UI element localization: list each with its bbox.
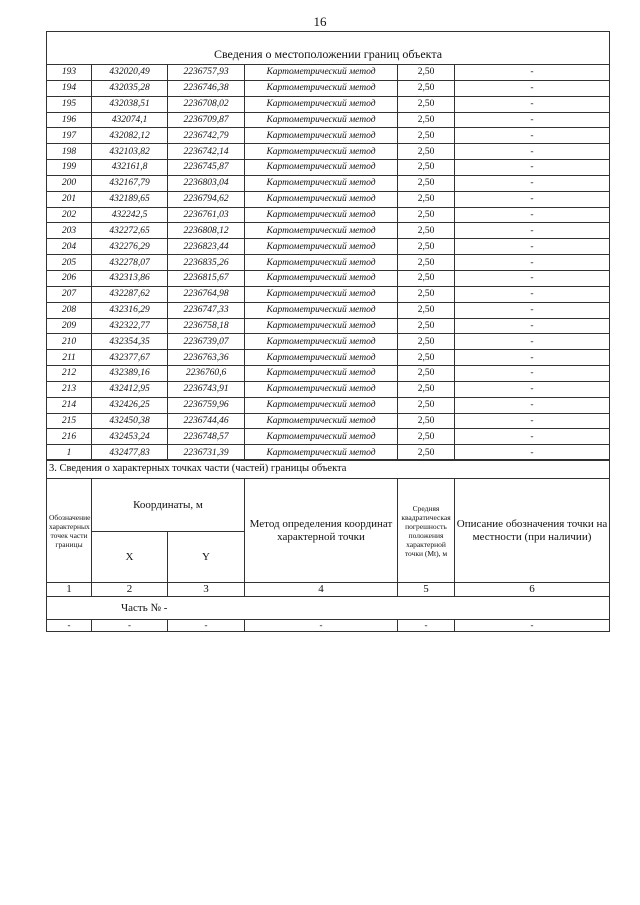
y-coordinate-cell: 2236808,12 <box>168 223 245 239</box>
table-row <box>47 397 610 413</box>
table-row <box>47 144 610 160</box>
x-coordinate-cell: 432103,82 <box>92 144 168 160</box>
accuracy-cell: 2,50 <box>398 318 455 334</box>
description-cell: - <box>455 96 610 112</box>
accuracy-cell: 2,50 <box>398 270 455 286</box>
method-cell: Картометрический метод <box>245 191 398 207</box>
y-coordinate-cell: 2236743,91 <box>168 381 245 397</box>
accuracy-cell: 2,50 <box>398 381 455 397</box>
accuracy-cell: 2,50 <box>398 65 455 81</box>
description-cell: - <box>455 318 610 334</box>
table-row <box>47 413 610 429</box>
description-cell: - <box>455 112 610 128</box>
method-cell: Картометрический метод <box>245 334 398 350</box>
x-coordinate-cell: 432450,38 <box>92 413 168 429</box>
header-coordinates: Координаты, м <box>92 479 245 532</box>
accuracy-cell: 2,50 <box>398 160 455 176</box>
accuracy-cell: 2,50 <box>398 302 455 318</box>
point-number-cell: 203 <box>47 223 92 239</box>
x-coordinate-cell: 432477,83 <box>92 445 168 461</box>
column-number: 6 <box>455 583 610 597</box>
method-cell: Картометрический метод <box>245 175 398 191</box>
x-coordinate-cell: 432313,86 <box>92 270 168 286</box>
point-number-cell: 199 <box>47 160 92 176</box>
description-cell: - <box>455 239 610 255</box>
x-coordinate-cell: 432242,5 <box>92 207 168 223</box>
method-cell: Картометрический метод <box>245 144 398 160</box>
y-coordinate-cell: 2236763,36 <box>168 350 245 366</box>
header-accuracy: Средняя квадратическая погрешность положения характерной точки (Mt), м <box>398 479 455 583</box>
point-number-cell: 215 <box>47 413 92 429</box>
method-cell: Картометрический метод <box>245 255 398 271</box>
y-coordinate-cell: 2236759,96 <box>168 397 245 413</box>
x-coordinate-cell: 432377,67 <box>92 350 168 366</box>
method-cell: Картометрический метод <box>245 112 398 128</box>
description-cell: - <box>455 255 610 271</box>
method-cell: Картометрический метод <box>245 270 398 286</box>
description-cell: - <box>455 381 610 397</box>
y-coordinate-cell: 2236746,38 <box>168 80 245 96</box>
y-coordinate-cell: 2236761,03 <box>168 207 245 223</box>
y-coordinate-cell: 2236823,44 <box>168 239 245 255</box>
accuracy-cell: 2,50 <box>398 429 455 445</box>
table-row <box>47 286 610 302</box>
description-cell: - <box>455 207 610 223</box>
accuracy-cell: 2,50 <box>398 128 455 144</box>
header-y: Y <box>168 532 245 583</box>
point-number-cell: 196 <box>47 112 92 128</box>
y-coordinate-cell: 2236757,93 <box>168 65 245 81</box>
point-number-cell: 202 <box>47 207 92 223</box>
accuracy-cell: 2,50 <box>398 286 455 302</box>
y-coordinate-cell: 2236835,26 <box>168 255 245 271</box>
description-cell: - <box>455 191 610 207</box>
y-coordinate-cell: 2236708,02 <box>168 96 245 112</box>
x-coordinate-cell: 432276,29 <box>92 239 168 255</box>
method-cell: Картометрический метод <box>245 318 398 334</box>
accuracy-cell: 2,50 <box>398 350 455 366</box>
y-coordinate-cell: 2236745,87 <box>168 160 245 176</box>
x-coordinate-cell: 432322,77 <box>92 318 168 334</box>
point-number-cell: 210 <box>47 334 92 350</box>
point-number-cell: 208 <box>47 302 92 318</box>
x-coordinate-cell: 432035,28 <box>92 80 168 96</box>
accuracy-cell: 2,50 <box>398 334 455 350</box>
x-coordinate-cell: 432453,24 <box>92 429 168 445</box>
table-row <box>47 80 610 96</box>
column-number: 3 <box>168 583 245 597</box>
point-number-cell: 209 <box>47 318 92 334</box>
column-number: 1 <box>47 583 92 597</box>
description-cell: - <box>455 128 610 144</box>
point-number-cell: 200 <box>47 175 92 191</box>
method-cell: Картометрический метод <box>245 445 398 461</box>
empty-cell: - <box>245 620 398 632</box>
part-label: Часть № - <box>47 597 610 620</box>
y-coordinate-cell: 2236803,04 <box>168 175 245 191</box>
x-coordinate-cell: 432316,29 <box>92 302 168 318</box>
boundary-coordinates-table <box>46 31 610 461</box>
method-cell: Картометрический метод <box>245 286 398 302</box>
description-cell: - <box>455 144 610 160</box>
method-cell: Картометрический метод <box>245 128 398 144</box>
description-cell: - <box>455 334 610 350</box>
page-number: 16 <box>313 14 327 29</box>
x-coordinate-cell: 432167,79 <box>92 175 168 191</box>
y-coordinate-cell: 2236758,18 <box>168 318 245 334</box>
accuracy-cell: 2,50 <box>398 413 455 429</box>
header-description: Описание обозначения точки на местности (при наличии) <box>455 479 610 583</box>
method-cell: Картометрический метод <box>245 302 398 318</box>
table-row <box>47 223 610 239</box>
description-cell: - <box>455 223 610 239</box>
y-coordinate-cell: 2236742,79 <box>168 128 245 144</box>
point-number-cell: 206 <box>47 270 92 286</box>
y-coordinate-cell: 2236744,46 <box>168 413 245 429</box>
point-number-cell: 198 <box>47 144 92 160</box>
x-coordinate-cell: 432074,1 <box>92 112 168 128</box>
method-cell: Картометрический метод <box>245 413 398 429</box>
x-coordinate-cell: 432354,35 <box>92 334 168 350</box>
empty-cell: - <box>398 620 455 632</box>
table-row <box>47 318 610 334</box>
accuracy-cell: 2,50 <box>398 207 455 223</box>
method-cell: Картометрический метод <box>245 65 398 81</box>
table-row <box>47 207 610 223</box>
description-cell: - <box>455 286 610 302</box>
method-cell: Картометрический метод <box>245 207 398 223</box>
point-number-cell: 204 <box>47 239 92 255</box>
y-coordinate-cell: 2236709,87 <box>168 112 245 128</box>
point-number-cell: 216 <box>47 429 92 445</box>
table-row <box>47 112 610 128</box>
y-coordinate-cell: 2236760,6 <box>168 366 245 382</box>
x-coordinate-cell: 432389,16 <box>92 366 168 382</box>
accuracy-cell: 2,50 <box>398 191 455 207</box>
method-cell: Картометрический метод <box>245 397 398 413</box>
accuracy-cell: 2,50 <box>398 175 455 191</box>
point-number-cell: 211 <box>47 350 92 366</box>
method-cell: Картометрический метод <box>245 381 398 397</box>
section-title: Сведения о местоположении границ объекта <box>47 32 610 65</box>
accuracy-cell: 2,50 <box>398 366 455 382</box>
empty-cell: - <box>92 620 168 632</box>
description-cell: - <box>455 397 610 413</box>
boundary-rows <box>47 65 610 461</box>
part-boundary-table <box>46 459 610 632</box>
description-cell: - <box>455 429 610 445</box>
point-number-cell: 214 <box>47 397 92 413</box>
y-coordinate-cell: 2236764,98 <box>168 286 245 302</box>
point-number-cell: 207 <box>47 286 92 302</box>
point-number-cell: 201 <box>47 191 92 207</box>
y-coordinate-cell: 2236815,67 <box>168 270 245 286</box>
method-cell: Картометрический метод <box>245 160 398 176</box>
method-cell: Картометрический метод <box>245 223 398 239</box>
description-cell: - <box>455 350 610 366</box>
method-cell: Картометрический метод <box>245 239 398 255</box>
description-cell: - <box>455 160 610 176</box>
table-row <box>47 96 610 112</box>
method-cell: Картометрический метод <box>245 429 398 445</box>
point-number-cell: 205 <box>47 255 92 271</box>
point-number-cell: 197 <box>47 128 92 144</box>
point-number-cell: 212 <box>47 366 92 382</box>
method-cell: Картометрический метод <box>245 350 398 366</box>
accuracy-cell: 2,50 <box>398 80 455 96</box>
method-cell: Картометрический метод <box>245 96 398 112</box>
accuracy-cell: 2,50 <box>398 445 455 461</box>
x-coordinate-cell: 432161,8 <box>92 160 168 176</box>
column-number: 5 <box>398 583 455 597</box>
description-cell: - <box>455 270 610 286</box>
x-coordinate-cell: 432272,65 <box>92 223 168 239</box>
y-coordinate-cell: 2236739,07 <box>168 334 245 350</box>
table-row <box>47 255 610 271</box>
method-cell: Картометрический метод <box>245 80 398 96</box>
x-coordinate-cell: 432020,49 <box>92 65 168 81</box>
x-coordinate-cell: 432082,12 <box>92 128 168 144</box>
empty-cell: - <box>47 620 92 632</box>
x-coordinate-cell: 432426,25 <box>92 397 168 413</box>
description-cell: - <box>455 80 610 96</box>
point-number-cell: 1 <box>47 445 92 461</box>
x-coordinate-cell: 432287,62 <box>92 286 168 302</box>
description-cell: - <box>455 366 610 382</box>
description-cell: - <box>455 413 610 429</box>
table-row <box>47 302 610 318</box>
accuracy-cell: 2,50 <box>398 144 455 160</box>
table-row <box>47 429 610 445</box>
table-row <box>47 270 610 286</box>
table-row <box>47 239 610 255</box>
y-coordinate-cell: 2236742,14 <box>168 144 245 160</box>
y-coordinate-cell: 2236731,39 <box>168 445 245 461</box>
x-coordinate-cell: 432038,51 <box>92 96 168 112</box>
point-number-cell: 195 <box>47 96 92 112</box>
method-cell: Картометрический метод <box>245 366 398 382</box>
table-row <box>47 175 610 191</box>
x-coordinate-cell: 432189,65 <box>92 191 168 207</box>
table-row <box>47 334 610 350</box>
column-number: 2 <box>92 583 168 597</box>
y-coordinate-cell: 2236747,33 <box>168 302 245 318</box>
y-coordinate-cell: 2236748,57 <box>168 429 245 445</box>
description-cell: - <box>455 445 610 461</box>
accuracy-cell: 2,50 <box>398 239 455 255</box>
y-coordinate-cell: 2236794,62 <box>168 191 245 207</box>
description-cell: - <box>455 302 610 318</box>
point-number-cell: 193 <box>47 65 92 81</box>
x-coordinate-cell: 432278,07 <box>92 255 168 271</box>
table-row <box>47 65 610 81</box>
accuracy-cell: 2,50 <box>398 397 455 413</box>
point-number-cell: 194 <box>47 80 92 96</box>
accuracy-cell: 2,50 <box>398 112 455 128</box>
header-method: Метод определения координат характерной точки <box>245 479 398 583</box>
accuracy-cell: 2,50 <box>398 223 455 239</box>
table-row <box>47 366 610 382</box>
empty-cell: - <box>455 620 610 632</box>
header-point-name: Обозначение характерных точек части границы <box>47 479 92 583</box>
accuracy-cell: 2,50 <box>398 255 455 271</box>
point-number-cell: 213 <box>47 381 92 397</box>
table-row <box>47 128 610 144</box>
section3-title: 3. Сведения о характерных точках части (частей) границы объекта <box>47 460 610 479</box>
description-cell: - <box>455 175 610 191</box>
table-row <box>47 191 610 207</box>
accuracy-cell: 2,50 <box>398 96 455 112</box>
description-cell: - <box>455 65 610 81</box>
table-row <box>47 350 610 366</box>
table-row <box>47 160 610 176</box>
table-row <box>47 381 610 397</box>
x-coordinate-cell: 432412,95 <box>92 381 168 397</box>
empty-cell: - <box>168 620 245 632</box>
column-number: 4 <box>245 583 398 597</box>
header-x: X <box>92 532 168 583</box>
